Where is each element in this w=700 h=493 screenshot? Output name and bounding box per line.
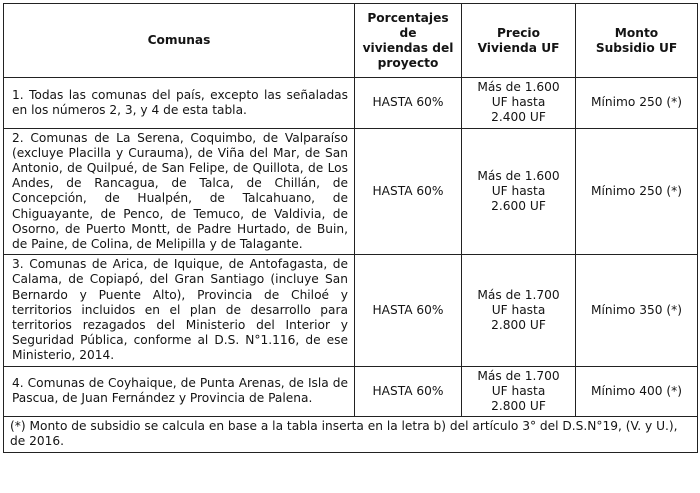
- header-precio-line: Precio: [497, 25, 540, 40]
- header-monto-line: Monto: [614, 25, 659, 40]
- header-porcentajes-line: Porcentajes de: [367, 10, 449, 40]
- row-precio-line: 2.800 UF: [491, 318, 546, 333]
- row-monto: Mínimo 250 (*): [576, 78, 698, 129]
- row-precio: [462, 366, 576, 417]
- row-precio-line: 2.800 UF: [491, 399, 546, 414]
- row-monto: Mínimo 250 (*): [576, 128, 698, 255]
- row-porcentaje: HASTA 60%: [355, 255, 462, 366]
- header-row: [4, 4, 698, 78]
- table-row: [4, 128, 698, 255]
- table-row: [4, 255, 698, 366]
- table-row: [4, 366, 698, 417]
- row-monto: Mínimo 350 (*): [576, 255, 698, 366]
- header-porcentajes: [355, 4, 462, 78]
- row-precio-line: Más de 1.700: [477, 368, 560, 383]
- row-comunas: 3. Comunas de Arica, de Iquique, de Antofagasta, de Calama, de Copiapó, del Gran Santiago (incluye San Bernardo y Puente Alto), Provincia de Chiloé y territorios incluidos en el plan de desarrollo para territorios rezagados del Ministerio del Interior y Seguridad Pública, conforme al D.S. N°1.116, de ese Ministerio, 2014.: [4, 255, 355, 366]
- row-porcentaje: HASTA 60%: [355, 78, 462, 129]
- row-porcentaje: HASTA 60%: [355, 128, 462, 255]
- row-precio-line: Más de 1.600: [477, 80, 560, 94]
- footnote-row: [4, 417, 698, 452]
- row-precio-line: UF hasta: [491, 383, 546, 398]
- row-comunas: 1. Todas las comunas del país, excepto las señaladas en los números 2, 3, y 4 de esta tabla.: [4, 78, 355, 129]
- row-precio-line: UF hasta: [491, 302, 546, 317]
- header-precio-line: Vivienda UF: [477, 40, 560, 55]
- subsidy-table-container: [3, 3, 697, 453]
- row-precio: [462, 255, 576, 366]
- row-precio: [462, 78, 576, 129]
- subsidy-table: [3, 3, 698, 453]
- row-comunas: 4. Comunas de Coyhaique, de Punta Arenas, de Isla de Pascua, de Juan Fernández y Provincia de Palena.: [4, 366, 355, 417]
- row-precio-line: Más de 1.700: [477, 287, 560, 302]
- row-precio-line: 2.600 UF: [491, 199, 546, 214]
- row-precio: [462, 128, 576, 255]
- row-monto: Mínimo 400 (*): [576, 366, 698, 417]
- header-porcentajes-line: proyecto: [377, 55, 439, 70]
- header-precio: [462, 4, 576, 78]
- row-precio-line: UF hasta: [491, 95, 546, 110]
- header-monto: [576, 4, 698, 78]
- row-porcentaje: HASTA 60%: [355, 366, 462, 417]
- footnote: (*) Monto de subsidio se calcula en base a la tabla inserta en la letra b) del artículo 3° del D.S.N°19, (V. y U.), de 2016.: [4, 417, 698, 452]
- table-row: [4, 78, 698, 129]
- row-precio-line: UF hasta: [491, 183, 546, 198]
- header-monto-line: Subsidio UF: [595, 40, 678, 55]
- header-porcentajes-line: viviendas del: [362, 40, 454, 55]
- row-comunas: 2. Comunas de La Serena, Coquimbo, de Valparaíso (excluye Placilla y Curauma), de Viña del Mar, de San Antonio, de Quilpué, de San Felipe, de Quillota, de Los Andes, de Rancagua, de Talca, de Chillán, de Concepción, de Hualpén, de Talcahuano, de Chiguayante, de Penco, de Temuco, de Valdivia, de Osorno, de Puerto Montt, de Padre Hurtado, de Buin, de Paine, de Colina, de Melipilla y de Talagante.: [4, 128, 355, 255]
- header-comunas: Comunas: [4, 4, 355, 78]
- row-precio-line: 2.400 UF: [491, 110, 546, 125]
- row-precio-line: Más de 1.600: [477, 168, 560, 183]
